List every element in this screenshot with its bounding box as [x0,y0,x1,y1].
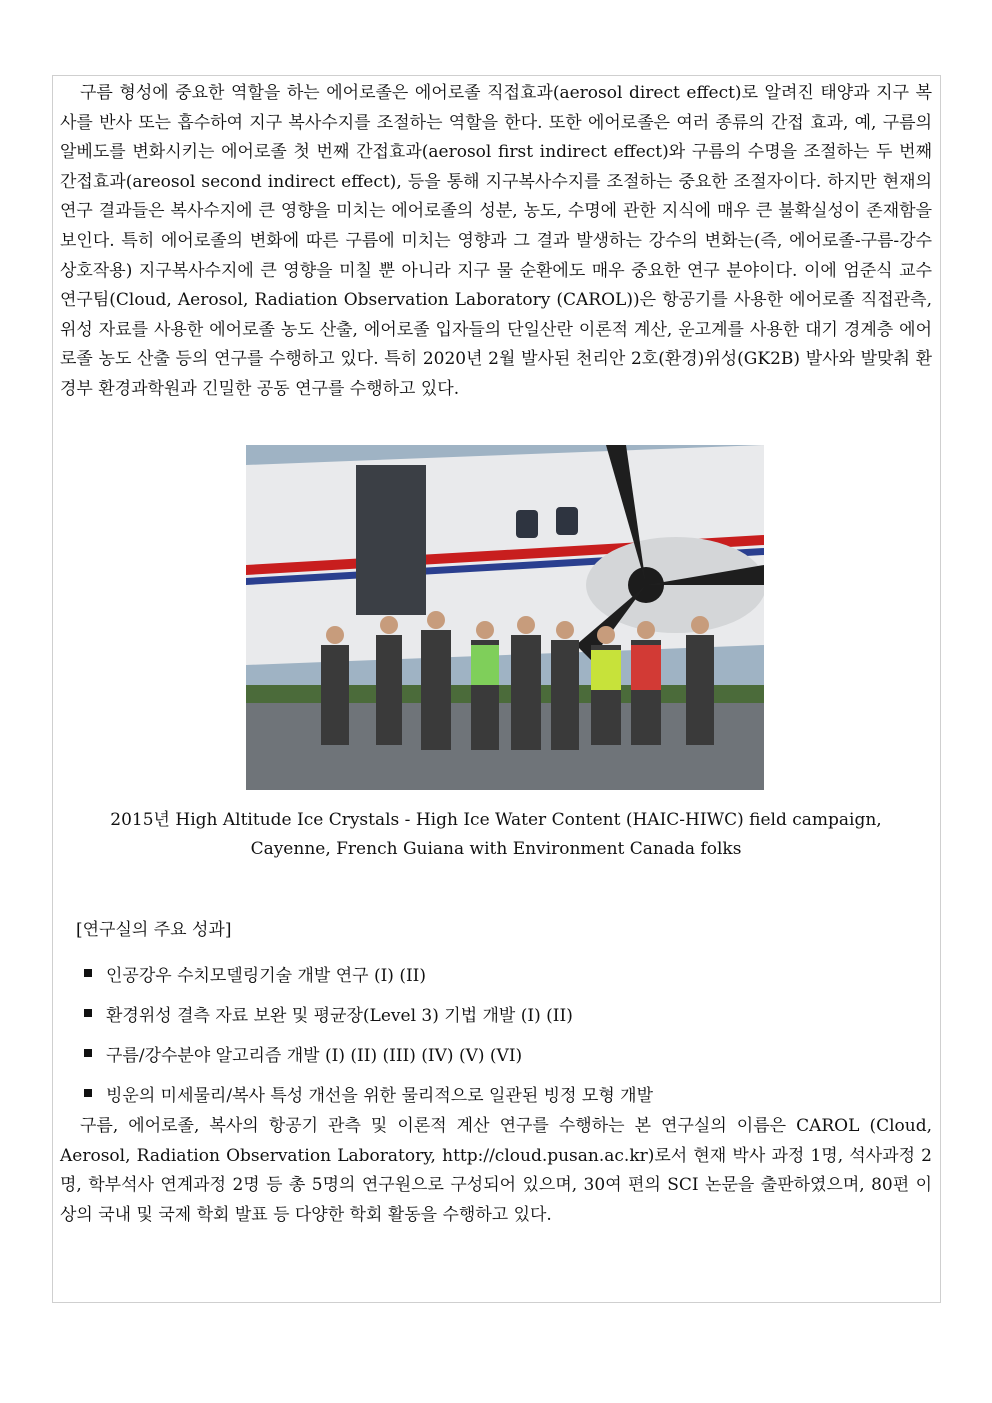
photo-caption [60,806,932,864]
square-bullet-icon [84,969,92,977]
square-bullet-icon [84,1089,92,1097]
caption-line-2: Cayenne, French Guiana with Environment Canada folks [250,839,742,859]
list-item [84,1033,653,1073]
achievements-list [84,953,653,1113]
list-item [84,993,653,1033]
achievements-title: [연구실의 주요 성과] [76,920,232,940]
achievement-text: 구름/강수분야 알고리즘 개발 (I) (II) (III) (IV) (V) (VI) [106,1045,523,1066]
square-bullet-icon [84,1049,92,1057]
caption-line-1: 2015년 High Altitude Ice Crystals - High Ice Water Content (HAIC-HIWC) field campaign, [110,810,882,830]
square-bullet-icon [84,1009,92,1017]
intro-paragraph: 구름 형성에 중요한 역할을 하는 에어로졸은 에어로졸 직접효과(aerosol direct effect)로 알려진 태양과 지구 복사를 반사 또는 흡수하여 지구 복사수지를 조절하는 역할을 한다. 또한 에어로졸은 여러 종류의 간접 효과, 예, 구름의 알베도를 변화시키는 에어로졸 첫 번째 간접효과(aerosol first indirect effect)와 구름의 수명을 조절하는 두 번째 간접효과(areosol second indirect effect), 등을 통해 지구복사수지를 조절하는 중요한 조절자이다. 하지만 현재의 연구 결과들은 복사수지에 큰 영향을 미치는 에어로졸의 성분, 농도, 수명에 관한 지식에 매우 큰 불확실성이 존재함을 보인다. 특히 에어로졸의 변화에 따른 구름에 미치는 영향과 그 결과 발생하는 강수의 변화는(즉, 에어로졸-구름-강수 상호작용) 지구복사수지에 큰 영향을 미칠 뿐 아니라 지구 물 순환에도 매우 중요한 연구 분야이다. 이에 엄준식 교수 연구팀(Cloud, Aerosol, Radiation Observation Laboratory (CAROL))은 항공기를 사용한 에어로졸 직접관측, 위성 자료를 사용한 에어로졸 농도 산출, 에어로졸 입자들의 단일산란 이론적 계산, 운고계를 사용한 대기 경계층 에어로졸 농도 산출 등의 연구를 수행하고 있다. 특히 2020년 2월 발사된 천리안 2호(환경)위성(GK2B) 발사와 발맞춰 환경부 환경과학원과 긴밀한 공동 연구를 수행하고 있다. [60,83,932,399]
list-item [84,1073,653,1113]
achievement-text: 환경위성 결측 자료 보완 및 평균장(Level 3) 기법 개발 (I) (II) [106,1005,573,1026]
closing-paragraph: 구름, 에어로졸, 복사의 항공기 관측 및 이론적 계산 연구를 수행하는 본 연구실의 이름은 CAROL (Cloud, Aerosol, Radiation Observation Laboratory, http://cloud.pusan.ac.kr)로서 현재 박사 과정 1명, 석사과정 2명, 학부석사 연계과정 2명 등 총 5명의 연구원으로 구성되어 있으며, 30여 편의 SCI 논문을 출판하였으며, 80편 이상의 국내 및 국제 학회 발표 등 다양한 학회 활동을 수행하고 있다. [60,1116,932,1225]
achievement-text: 빙운의 미세물리/복사 특성 개선을 위한 물리적으로 일관된 빙정 모형 개발 [106,1085,654,1106]
list-item [84,953,653,993]
campaign-photo [246,445,764,790]
achievement-text: 인공강우 수치모델링기술 개발 연구 (I) (II) [106,965,427,986]
